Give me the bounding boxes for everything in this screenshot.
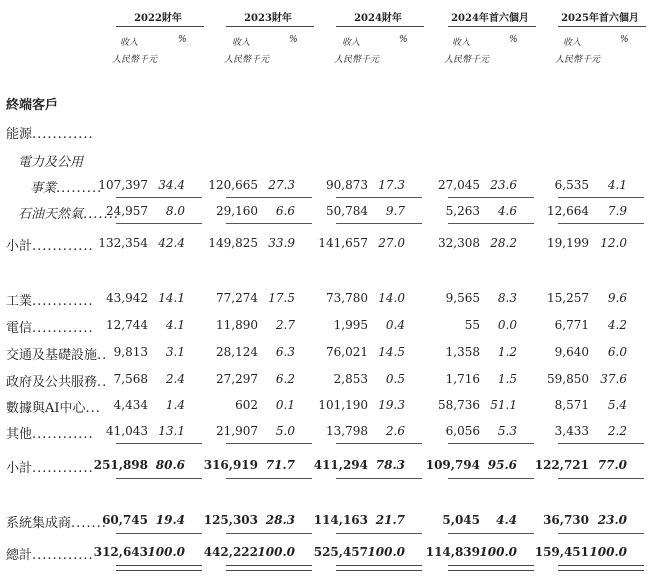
row-label-text: 小計 xyxy=(6,461,33,476)
currency-subheader: 人民幣千元 xyxy=(444,55,490,65)
period-header: 2025年首六個月 xyxy=(561,13,639,24)
revenue-cell: 442,222 xyxy=(203,545,258,559)
revenue-cell: 7,568 xyxy=(113,372,148,386)
percent-cell: 3.1 xyxy=(165,345,185,359)
revenue-cell: 114,163 xyxy=(313,513,368,527)
revenue-cell: 114,839 xyxy=(425,545,480,559)
percent-cell: 28.3 xyxy=(265,513,295,527)
revenue-cell: 2,853 xyxy=(333,372,368,386)
percent-cell: 13.1 xyxy=(158,424,185,438)
header-underline xyxy=(336,26,424,27)
cell-underline xyxy=(226,478,312,479)
cell-underline xyxy=(448,478,534,479)
revenue-cell: 5,045 xyxy=(442,513,480,527)
row-label-text: 其他 xyxy=(6,427,33,442)
percent-cell: 77.0 xyxy=(597,458,627,472)
revenue-cell: 602 xyxy=(235,398,258,412)
period-header: 2024年首六個月 xyxy=(451,13,529,24)
currency-subheader: 人民幣千元 xyxy=(555,55,601,65)
revenue-cell: 58,736 xyxy=(438,398,480,412)
percent-cell: 8.3 xyxy=(497,291,517,305)
percent-cell: 1.2 xyxy=(497,345,517,359)
period-header: 2023財年 xyxy=(244,13,292,24)
revenue-cell: 6,056 xyxy=(445,424,480,438)
percent-cell: 80.6 xyxy=(155,458,185,472)
cell-underline xyxy=(116,223,202,224)
percent-cell: 23.6 xyxy=(490,178,517,192)
revenue-cell: 59,850 xyxy=(547,372,589,386)
revenue-cell: 9,565 xyxy=(445,291,480,305)
leader-dots: ............ xyxy=(32,127,94,142)
revenue-cell: 12,744 xyxy=(106,318,148,332)
revenue-subheader: 收入 xyxy=(232,38,251,48)
row-label-text: 政府及公共服務 xyxy=(6,375,98,390)
revenue-cell: 29,160 xyxy=(216,204,258,218)
percent-cell: 0.0 xyxy=(497,318,517,332)
percent-cell: 17.5 xyxy=(268,291,295,305)
revenue-cell: 19,199 xyxy=(547,236,589,250)
leader-dots: ............ xyxy=(32,239,94,254)
percent-cell: 4.2 xyxy=(607,318,627,332)
row-label: 電力及公用 xyxy=(18,155,84,170)
percent-cell: 33.9 xyxy=(268,236,295,250)
row-label-text: 能源 xyxy=(6,127,33,142)
percent-cell: 0.4 xyxy=(385,318,405,332)
double-underline xyxy=(336,565,422,571)
leader-dots: ......... xyxy=(56,181,103,196)
cell-underline xyxy=(558,443,644,444)
percent-cell: 14.1 xyxy=(158,291,185,305)
header-underline xyxy=(226,26,314,27)
leader-dots: ... xyxy=(85,401,101,416)
percent-cell: 42.4 xyxy=(158,236,185,250)
revenue-cell: 149,825 xyxy=(208,236,258,250)
revenue-cell: 77,274 xyxy=(216,291,258,305)
revenue-cell: 125,303 xyxy=(203,513,258,527)
revenue-cell: 411,294 xyxy=(313,458,368,472)
percent-cell: 100.0 xyxy=(479,545,517,559)
revenue-cell: 76,021 xyxy=(326,345,368,359)
percent-cell: 1.5 xyxy=(497,372,517,386)
percent-cell: 5.3 xyxy=(497,424,517,438)
leader-dots: ....... xyxy=(71,516,107,531)
revenue-subheader: 收入 xyxy=(342,38,361,48)
percent-cell: 14.0 xyxy=(378,291,405,305)
row-label-text: 工業 xyxy=(6,294,33,309)
percent-cell: 6.2 xyxy=(275,372,295,386)
percent-cell: 6.6 xyxy=(275,204,295,218)
cell-underline xyxy=(336,533,422,534)
percent-cell: 17.3 xyxy=(378,178,405,192)
percent-cell: 4.1 xyxy=(607,178,627,192)
currency-subheader: 人民幣千元 xyxy=(112,55,158,65)
revenue-subheader: 收入 xyxy=(452,38,471,48)
revenue-cell: 4,434 xyxy=(113,398,148,412)
cell-underline xyxy=(336,223,422,224)
revenue-cell: 8,571 xyxy=(554,398,589,412)
percent-cell: 100.0 xyxy=(147,545,185,559)
row-label-text: 小計 xyxy=(6,239,33,254)
percent-cell: 28.2 xyxy=(490,236,517,250)
cell-underline xyxy=(226,443,312,444)
percent-cell: 71.7 xyxy=(265,458,295,472)
cell-underline xyxy=(116,533,202,534)
row-label-text: 系統集成商 xyxy=(6,516,72,531)
revenue-cell: 5,263 xyxy=(445,204,480,218)
cell-underline xyxy=(336,197,422,198)
percent-cell: 78.3 xyxy=(375,458,405,472)
percent-cell: 2.6 xyxy=(385,424,405,438)
cell-underline xyxy=(558,197,644,198)
revenue-cell: 55 xyxy=(464,318,480,332)
percent-cell: 1.4 xyxy=(165,398,185,412)
revenue-cell: 9,640 xyxy=(554,345,589,359)
cell-underline xyxy=(558,533,644,534)
revenue-subheader: 收入 xyxy=(563,38,582,48)
revenue-cell: 251,898 xyxy=(93,458,148,472)
cell-underline xyxy=(448,533,534,534)
revenue-cell: 109,794 xyxy=(425,458,480,472)
revenue-cell: 141,657 xyxy=(318,236,368,250)
revenue-cell: 6,535 xyxy=(554,178,589,192)
percent-cell: 4.6 xyxy=(497,204,517,218)
percent-subheader: % xyxy=(178,35,187,45)
percent-cell: 14.5 xyxy=(378,345,405,359)
revenue-cell: 1,358 xyxy=(445,345,480,359)
revenue-cell: 107,397 xyxy=(98,178,148,192)
percent-cell: 0.5 xyxy=(385,372,405,386)
revenue-cell: 36,730 xyxy=(543,513,589,527)
leader-dots: ............ xyxy=(32,427,94,442)
percent-cell: 27.0 xyxy=(378,236,405,250)
row-label-text: 數據與AI中心 xyxy=(6,401,86,416)
revenue-cell: 1,716 xyxy=(445,372,480,386)
revenue-cell: 120,665 xyxy=(208,178,258,192)
cell-underline xyxy=(558,478,644,479)
row-label-text: 總計 xyxy=(6,548,33,563)
revenue-cell: 13,798 xyxy=(326,424,368,438)
revenue-cell: 316,919 xyxy=(203,458,258,472)
cell-underline xyxy=(116,443,202,444)
percent-cell: 4.4 xyxy=(496,513,517,527)
cell-underline xyxy=(116,478,202,479)
currency-subheader: 人民幣千元 xyxy=(334,55,380,65)
percent-subheader: % xyxy=(509,35,518,45)
revenue-cell: 32,308 xyxy=(438,236,480,250)
revenue-cell: 3,433 xyxy=(554,424,589,438)
percent-subheader: % xyxy=(399,35,408,45)
double-underline xyxy=(226,565,312,571)
cell-underline xyxy=(336,443,422,444)
revenue-cell: 122,721 xyxy=(534,458,589,472)
revenue-cell: 6,771 xyxy=(554,318,589,332)
percent-cell: 7.9 xyxy=(607,204,627,218)
row-label-text: 電信 xyxy=(6,321,33,336)
cell-underline xyxy=(448,443,534,444)
revenue-cell: 43,942 xyxy=(106,291,148,305)
percent-cell: 19.4 xyxy=(155,513,185,527)
revenue-cell: 1,995 xyxy=(333,318,368,332)
percent-cell: 2.7 xyxy=(275,318,295,332)
percent-cell: 51.1 xyxy=(490,398,517,412)
double-underline xyxy=(448,565,534,571)
leader-dots: ............ xyxy=(32,321,94,336)
cell-underline xyxy=(226,223,312,224)
leader-dots: .. xyxy=(97,375,108,390)
header-underline xyxy=(116,26,204,27)
revenue-cell: 90,873 xyxy=(326,178,368,192)
row-label-text: 事業 xyxy=(30,181,57,196)
revenue-cell: 60,745 xyxy=(102,513,148,527)
percent-cell: 95.6 xyxy=(487,458,517,472)
cell-underline xyxy=(558,223,644,224)
percent-cell: 34.4 xyxy=(158,178,185,192)
section-title: 終端客戶 xyxy=(6,98,59,113)
percent-cell: 2.2 xyxy=(607,424,627,438)
percent-cell: 4.1 xyxy=(165,318,185,332)
revenue-cell: 11,890 xyxy=(216,318,258,332)
percent-cell: 6.0 xyxy=(607,345,627,359)
leader-dots: ............ xyxy=(32,294,94,309)
revenue-cell: 159,451 xyxy=(534,545,589,559)
revenue-cell: 28,124 xyxy=(216,345,258,359)
percent-cell: 100.0 xyxy=(257,545,295,559)
revenue-cell: 21,907 xyxy=(216,424,258,438)
revenue-cell: 24,957 xyxy=(106,204,148,218)
cell-underline xyxy=(226,533,312,534)
cell-underline xyxy=(116,197,202,198)
revenue-cell: 312,643 xyxy=(93,545,148,559)
period-header: 2024財年 xyxy=(354,13,402,24)
row-label xyxy=(6,123,94,142)
percent-cell: 8.0 xyxy=(165,204,185,218)
revenue-cell: 525,457 xyxy=(313,545,368,559)
percent-cell: 19.3 xyxy=(378,398,405,412)
percent-cell: 21.7 xyxy=(375,513,405,527)
double-underline xyxy=(116,565,202,571)
currency-subheader: 人民幣千元 xyxy=(224,55,270,65)
period-header: 2022財年 xyxy=(134,13,182,24)
revenue-cell: 73,780 xyxy=(326,291,368,305)
revenue-cell: 12,664 xyxy=(547,204,589,218)
leader-dots: ............ xyxy=(32,461,94,476)
leader-dots: ............ xyxy=(32,548,94,563)
row-label-text: 交通及基礎設施 xyxy=(6,348,98,363)
percent-cell: 2.4 xyxy=(165,372,185,386)
percent-cell: 6.3 xyxy=(275,345,295,359)
cell-underline xyxy=(226,197,312,198)
double-underline xyxy=(558,565,644,571)
percent-cell: 100.0 xyxy=(367,545,405,559)
cell-underline xyxy=(336,478,422,479)
row-label-text: 石油天然氣 xyxy=(18,207,84,222)
revenue-cell: 27,045 xyxy=(438,178,480,192)
leader-dots: .. xyxy=(97,348,108,363)
revenue-cell: 132,354 xyxy=(98,236,148,250)
percent-cell: 37.6 xyxy=(600,372,627,386)
cell-underline xyxy=(448,197,534,198)
header-underline xyxy=(558,26,646,27)
percent-cell: 23.0 xyxy=(597,513,627,527)
percent-cell: 9.6 xyxy=(607,291,627,305)
revenue-cell: 41,043 xyxy=(106,424,148,438)
percent-cell: 0.1 xyxy=(275,398,295,412)
revenue-cell: 101,190 xyxy=(318,398,368,412)
revenue-cell: 27,297 xyxy=(216,372,258,386)
revenue-cell: 9,813 xyxy=(113,345,148,359)
percent-cell: 12.0 xyxy=(600,236,627,250)
revenue-cell: 15,257 xyxy=(547,291,589,305)
header-underline xyxy=(448,26,536,27)
percent-cell: 5.4 xyxy=(607,398,627,412)
percent-cell: 100.0 xyxy=(589,545,627,559)
percent-cell: 5.0 xyxy=(275,424,295,438)
percent-subheader: % xyxy=(289,35,298,45)
revenue-cell: 50,784 xyxy=(326,204,368,218)
percent-subheader: % xyxy=(620,35,629,45)
revenue-subheader: 收入 xyxy=(120,38,139,48)
leader-dots: ....... xyxy=(83,207,119,222)
cell-underline xyxy=(448,223,534,224)
percent-cell: 9.7 xyxy=(385,204,405,218)
percent-cell: 27.3 xyxy=(268,178,295,192)
